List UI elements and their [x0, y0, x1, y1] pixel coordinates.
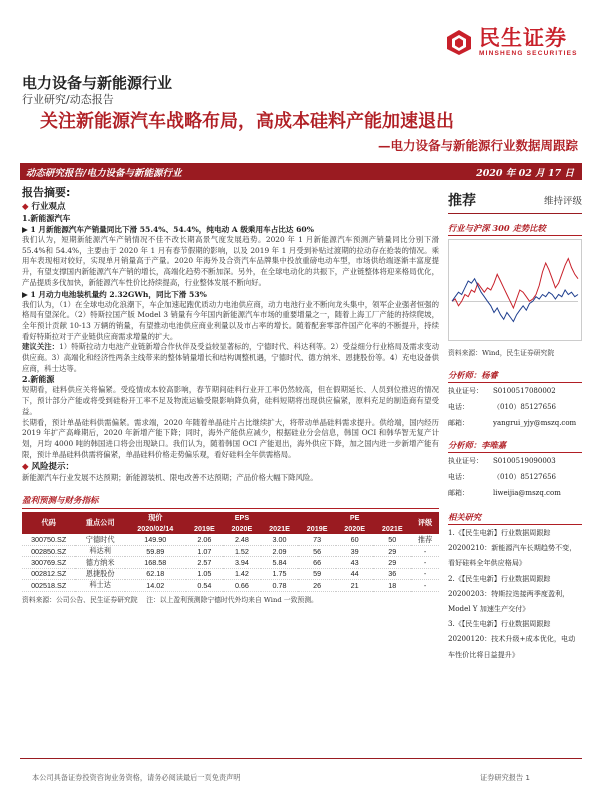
- performance-chart: [448, 239, 582, 341]
- fin-table-source: 资料来源：公司公告、民生证券研究院 注：以上盈利预测除宁德时代外均来自 Wind 一致预测。: [22, 595, 318, 604]
- analyst-1-title: 分析师：杨睿: [448, 369, 582, 383]
- col-pe-2019: 2019E: [298, 523, 336, 534]
- section-ev: 1.新能源汽车: [22, 213, 71, 223]
- footer-disclaimer: 本公司具备证券投资咨询业务资格，请务必阅读最后一页免责声明: [32, 773, 241, 782]
- brand-logo: [445, 27, 578, 57]
- band-date: 2020 年 02 月 17 日: [476, 167, 574, 179]
- abstract-heading: 报告摘要:: [22, 186, 71, 199]
- col-code: 代码: [22, 512, 75, 534]
- related-item[interactable]: 2.《【民生电新】行业数据周跟踪 20200203：特斯拉迭接两季度盈利，Model Y 加速生产交付》: [448, 573, 570, 614]
- para-long-term: 长期看，预计单晶硅料供需偏紧。需求端，2020 年随着单晶硅片占比继续扩大，将带动单晶硅料需求提升。供给端，国内经历 2019 年扩产高峰期后，2020 年新增产能下降；同时，海外产能供应减少，根据硅业分会信息，韩国 OCI 和韩华智无复产计划，月均 4000 吨的韩国进口将会出现缺口。我们认为，随着韩国 OCI 产能退出，海外供应下降，加之国内进一步新增产能有限，预计单晶硅料供需将偏紧，单晶硅料价格走势偏乐观，看好硅料全年供需格局。: [22, 417, 439, 459]
- rating-box: [448, 190, 582, 214]
- col-eps-2020: 2020E: [223, 523, 261, 534]
- col-eps-2019: 2019E: [186, 523, 224, 534]
- col-price-date: 2020/02/14: [125, 523, 186, 534]
- table-row: 300769.SZ 德方纳米 168.58 2.57 3.94 5.84 66 43 29 -: [22, 557, 439, 568]
- sidebar-column: [448, 190, 582, 662]
- table-row: 002850.SZ 科达利 59.89 1.07 1.52 2.09 56 39 29 -: [22, 545, 439, 556]
- analyst-2-email: 邮箱： liweijia@mszq.com: [448, 489, 561, 497]
- rating-label: 推荐: [448, 193, 476, 209]
- brand-name-cn: 民生证券: [479, 26, 567, 50]
- section-new-energy: 2.新能源: [22, 374, 55, 385]
- analyst-1-license: 执业证号： S0100517080002: [448, 387, 556, 395]
- fin-table-title: 盈利预测与财务指标: [22, 494, 439, 509]
- para-suggest: 建议关注：1）特斯拉动力电池产业链新增合作伙伴及受益较显著标的，宁德时代、科达利等。2）受益细分行业格局及需求变动供应商。3）高端化和经济性两条主线带来的整体销量增长和结构调整机遇，宁德时代、德方纳米、恩捷股份等。4）充电设备供应商，科士达等。: [22, 342, 439, 373]
- col-company: 重点公司: [75, 512, 125, 534]
- chart-frame: [449, 240, 582, 341]
- table-row: 300750.SZ 宁德时代 149.90 2.06 2.48 3.00 73 60 50 推荐: [22, 534, 439, 545]
- related-item[interactable]: 1.《【民生电新】行业数据周跟踪 20200210：新能源汽车长期趋势不变，看好硅料全年供应格局》: [448, 528, 577, 568]
- table-row: 002812.SZ 恩捷股份 62.18 1.05 1.42 1.75 59 44 36 -: [22, 568, 439, 579]
- footer-divider: [20, 758, 582, 759]
- col-rating: 评级: [411, 512, 439, 534]
- report-type: 行业研究/动态报告: [22, 93, 114, 106]
- abstract-column: [22, 184, 439, 604]
- col-pe-2020: 2020E: [336, 523, 374, 534]
- report-title: 关注新能源汽车战略布局，高成本硅料产能加速退出: [40, 111, 454, 132]
- report-band: [20, 163, 582, 180]
- col-eps: EPS: [186, 512, 299, 523]
- analyst-2-title: 分析师：李唯嘉: [448, 439, 582, 453]
- para-ev-sales: 我们认为，短期新能源汽车产销情况不佳不改长期高景气度发展趋势。2020 年 1 月新能源汽车预测产销量同比分别下滑 55.4%和 54.4%，主要由于 2020 年 1 月有春节假期的影响，以及 2019 年 1 月受到补贴过渡期的拉动存在抢装的情况。乘用车表现相对较好，实现单月销量高于产量。2020 年海外及合资汽车品牌集中投放重磅电动车型，市场供给端逐渐丰富度提升，有望支撑国内新能源汽车产销的增长，高端化趋势不断加深。另外，在全球电动化的共振下，产业链整体将迎来格局优化，产品提质多伐加快，新能源汽车性价比持续提高，行业整体发展不断向好。: [22, 235, 439, 287]
- related-item[interactable]: 3.《【民生电新】行业数据周跟踪 20200120：技术升级+成本优化，电动车性价比将日益提升》: [448, 619, 576, 659]
- industry-title: 电力设备与新能源行业: [22, 74, 173, 92]
- para-short-term: 短期看，硅料供应关将偏紧。受疫情成本较高影响，春节期间硅料行业开工率仍然较高，但在假期延长、人员到位推迟的情况下，预计部分产能或将受到硅粉开工率不足及物流运输受限影响降负荷，硅料短期将出现供应偏紧，原料充足的制造商有望受益。: [22, 385, 439, 416]
- col-price: 现价: [125, 512, 186, 523]
- analyst-1-email: 邮箱： yangrui_yjy@mszq.com: [448, 419, 577, 427]
- para-battery: 我们认为，（1）在全球电动化浪潮下，车企加速起跑优质动力电池供应商，动力电池行业不断向龙头集中，领军企业强者恒强的格局有望深化。（2）特斯拉国产版 Model 3 销量有今年国内新能源汽车市场的重要增量之一，随着上海工厂产能的持续爬坡，全年预计贡献 10-13 万辆的销量，有望推动电池供应商业利量以及市占率的增长。随着配套零部件国产化率的不断提升，持续看好特斯拉对于产业链供应商需求增量的扩大。: [22, 299, 439, 341]
- brand-name-en: MINSHENG SECURITIES: [479, 50, 578, 57]
- para-risk: 新能源汽车行业发展不达预期；新能源装机、限电改善不达预期；产品价格大幅下降风险。: [22, 473, 318, 483]
- col-eps-2021: 2021E: [261, 523, 299, 534]
- analyst-1-phone: 电话： （010）85127656: [448, 403, 556, 411]
- table-row: 002518.SZ 科士达 14.02 0.54 0.66 0.78 26 21 18 -: [22, 580, 439, 591]
- related-title: 相关研究: [448, 511, 582, 525]
- report-subtitle: —电力设备与新能源行业数据周跟踪: [377, 138, 578, 153]
- band-category: 动态研究报告/电力设备与新能源行业: [26, 167, 182, 179]
- minsheng-logo-icon: [445, 28, 473, 56]
- footer-page: 证券研究报告 1: [480, 773, 530, 782]
- bullet-ev-sales: ▶ 1 月新能源汽车产销量同比下滑 55.4%、54.4%，纯电动 A 级乘用车占比达 60%: [22, 225, 314, 234]
- section-marker-views: ◆ 行业观点: [22, 202, 66, 212]
- col-pe-2021: 2021E: [373, 523, 411, 534]
- fin-table: [22, 512, 439, 591]
- square-bullet-icon: ◆: [22, 462, 29, 473]
- rating-sub: 维持评级: [543, 196, 582, 207]
- bullet-battery: ▶ 1 月动力电池装机量约 2.32GWh，同比下滑 53%: [22, 289, 207, 299]
- chart-source: 资料来源：Wind，民生证券研究院: [448, 349, 555, 357]
- analyst-2-phone: 电话： （010）85127656: [448, 473, 556, 481]
- col-pe: PE: [298, 512, 411, 523]
- analyst-2-license: 执业证号： S0100519090003: [448, 457, 556, 465]
- square-bullet-icon: ◆: [22, 202, 29, 212]
- chart-title: 行业与沪深 300 走势比较: [448, 222, 582, 236]
- section-marker-risk: ◆ 风险提示：: [22, 462, 75, 473]
- series-line-1: [452, 279, 578, 322]
